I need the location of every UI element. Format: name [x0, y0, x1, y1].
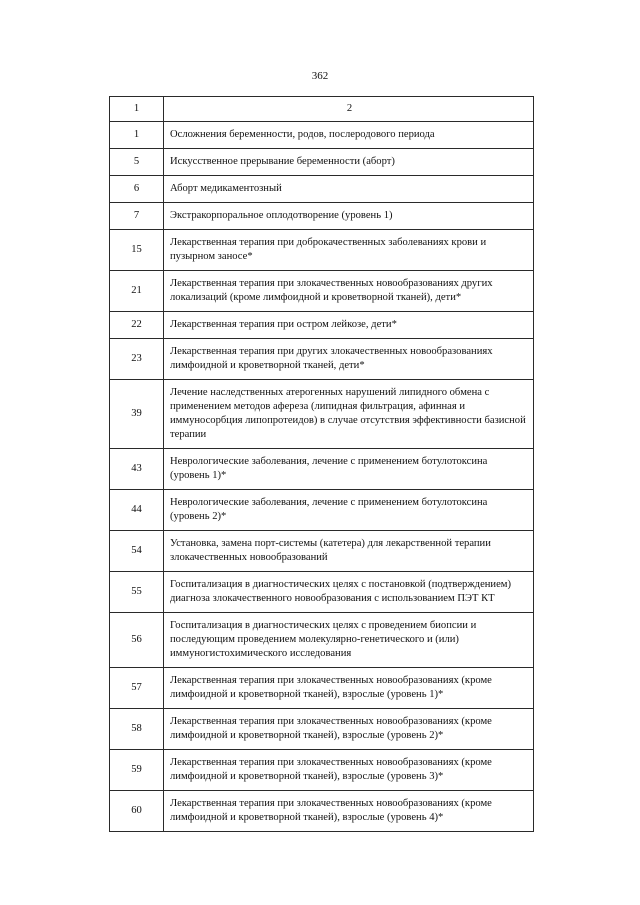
table-row	[110, 750, 534, 791]
header-cell-column-1: 1	[110, 97, 164, 122]
document-table	[109, 96, 534, 832]
table-row	[110, 339, 534, 380]
row-code: 5	[110, 149, 164, 176]
table-row	[110, 791, 534, 832]
row-text: Неврологические заболевания, лечение с применением ботулотоксина (уровень 2)*	[164, 490, 534, 531]
table-row	[110, 531, 534, 572]
row-code: 23	[110, 339, 164, 380]
table-row	[110, 709, 534, 750]
table-row	[110, 668, 534, 709]
table-row	[110, 613, 534, 668]
row-text: Лекарственная терапия при злокачественных новообразованиях (кроме лимфоидной и кроветворной тканей), взрослые (уровень 4)*	[164, 791, 534, 832]
row-code: 6	[110, 176, 164, 203]
row-text: Госпитализация в диагностических целях с проведением биопсии и последующим проведением молекулярно-генетического и (или) иммуногистохимического исследования	[164, 613, 534, 668]
row-text: Установка, замена порт-системы (катетера) для лекарственной терапии злокачественных новообразований	[164, 531, 534, 572]
row-code: 54	[110, 531, 164, 572]
row-text: Искусственное прерывание беременности (аборт)	[164, 149, 534, 176]
row-text: Лекарственная терапия при злокачественных новообразованиях других локализаций (кроме лимфоидной и кроветворной тканей), дети*	[164, 271, 534, 312]
row-code: 59	[110, 750, 164, 791]
table-row	[110, 230, 534, 271]
row-text: Неврологические заболевания, лечение с применением ботулотоксина (уровень 1)*	[164, 449, 534, 490]
table-row	[110, 203, 534, 230]
row-code: 7	[110, 203, 164, 230]
row-text: Экстракорпоральное оплодотворение (уровень 1)	[164, 203, 534, 230]
row-code: 60	[110, 791, 164, 832]
table-row	[110, 449, 534, 490]
page-number: 362	[311, 70, 329, 82]
row-code: 15	[110, 230, 164, 271]
row-text: Лечение наследственных атерогенных нарушений липидного обмена с применением методов афереза (липидная фильтрация, афинная и иммуносорбция липопротеидов) в случае отсутствия эффективности базисной терапии	[164, 380, 534, 449]
row-text: Лекарственная терапия при злокачественных новообразованиях (кроме лимфоидной и кроветворной тканей), взрослые (уровень 2)*	[164, 709, 534, 750]
table-row	[110, 312, 534, 339]
row-code: 21	[110, 271, 164, 312]
row-code: 39	[110, 380, 164, 449]
table-row	[110, 149, 534, 176]
row-text: Лекарственная терапия при злокачественных новообразованиях (кроме лимфоидной и кроветворной тканей), взрослые (уровень 3)*	[164, 750, 534, 791]
row-text: Лекарственная терапия при доброкачественных заболеваниях крови и пузырном заносе*	[164, 230, 534, 271]
row-code: 56	[110, 613, 164, 668]
row-text: Лекарственная терапия при других злокачественных новообразованиях лимфоидной и кроветворной тканей, дети*	[164, 339, 534, 380]
table-row	[110, 271, 534, 312]
row-text: Лекарственная терапия при злокачественных новообразованиях (кроме лимфоидной и кроветворной тканей), взрослые (уровень 1)*	[164, 668, 534, 709]
row-code: 55	[110, 572, 164, 613]
row-code: 44	[110, 490, 164, 531]
row-text: Лекарственная терапия при остром лейкозе, дети*	[164, 312, 534, 339]
table-row	[110, 490, 534, 531]
row-code: 43	[110, 449, 164, 490]
row-code: 1	[110, 122, 164, 149]
header-cell-column-2: 2	[164, 97, 534, 122]
table-header-row	[110, 97, 534, 122]
table-row	[110, 572, 534, 613]
row-code: 22	[110, 312, 164, 339]
row-code: 58	[110, 709, 164, 750]
row-text: Госпитализация в диагностических целях с постановкой (подтверждением) диагноза злокачественного новообразования с использованием ПЭТ КТ	[164, 572, 534, 613]
row-text: Осложнения беременности, родов, послеродового периода	[164, 122, 534, 149]
table-row	[110, 176, 534, 203]
table-row	[110, 122, 534, 149]
row-code: 57	[110, 668, 164, 709]
row-text: Аборт медикаментозный	[164, 176, 534, 203]
table-row	[110, 380, 534, 449]
